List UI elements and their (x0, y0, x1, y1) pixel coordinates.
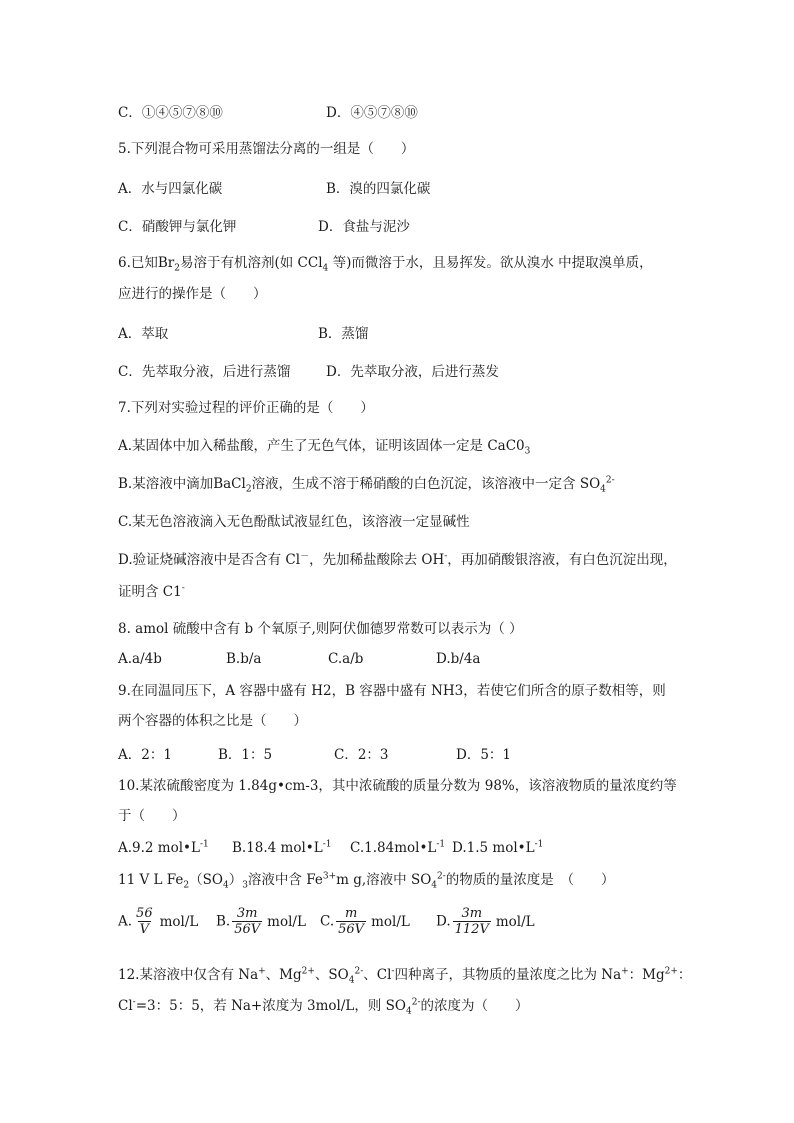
q5-option-d: D．食盐与泥沙 (318, 219, 410, 235)
q8-option-d: D.b/4a (436, 651, 481, 667)
q11-option-a: A. $\frac{56}{V}$ mol/L (118, 906, 199, 937)
q8-option-a: A.a/4b (118, 651, 162, 667)
q11-option-d: D. $\frac{3m}{112V}$ mol/L (436, 906, 535, 937)
q10-option-d: D.1.5 $mol•L^{-1}$ (452, 839, 544, 856)
q10-stem: 10.某浓硫酸密度为 1.84g•cm-3，其中浓硫酸的质量分数为 98%，该溶液物质的量浓度约等 (118, 778, 677, 794)
q10-option-a: A.9.2 $mol•L^{-1}$ (118, 839, 209, 856)
q4-option-c: C．①④⑤⑦⑧⑩ (118, 105, 223, 121)
q7-option-c: C.某无色溶液滴入无色酚酞试液显红色，该溶液一定显碱性 (118, 514, 470, 530)
q10-option-b: B.18.4 $mol•L^{-1}$ (232, 839, 332, 856)
q6-option-b: B．蒸馏 (318, 326, 369, 342)
q8-stem: 8. amol 硫酸中含有 b 个氧原子,则阿伏伽德罗常数可以表示为（ ） (118, 621, 523, 637)
q6-option-d: D．先萃取分液，后进行蒸发 (326, 364, 499, 380)
q11-stem: 11 V L $Fe_2(SO_4)_3$溶液中含 $Fe^{3+}m$ g,溶液中 $SO_4^{2-}$的物质的量浓度是 （ ） (118, 871, 615, 891)
q6-stem-line2: 应进行的操作是（ ） (118, 286, 267, 302)
q9-option-b: B．1：5 (218, 747, 273, 763)
q9-option-d: D．5：1 (456, 747, 512, 763)
fraction: $\frac{m}{56V}$ (338, 906, 365, 937)
q11-option-c: C. $\frac{m}{56V}$ mol/L (320, 906, 410, 937)
q7-option-d-line2: 证明含 C1- (118, 583, 185, 600)
q10-option-c: $C.1.84mol•L^{-1}$ (350, 839, 446, 856)
q9-option-c: C．2：3 (334, 747, 389, 763)
q7-stem: 7.下列对实验过程的评价正确的是（ ） (118, 400, 374, 416)
q12-stem-line2: Cl-=3：5：5，若 Na+浓度为 3mol/L，则 $SO_4^{2-}$的浓度为（ ） (118, 997, 529, 1017)
q12-stem: 12.某溶液中仅含有 Na+、$Mg^{2+}$、$SO_4^{2-}$、Cl-四种离子，其物质的量浓度之比为 Na+：$Mg^{2+}$： (118, 966, 692, 986)
q5-option-c: C．硝酸钾与氯化钾 (118, 219, 237, 235)
q6-option-c: C．先萃取分液，后进行蒸馏 (118, 364, 291, 380)
q11-option-b: B. $\frac{3m}{56V}$ mol/L (216, 906, 306, 937)
q8-option-c: C.a/b (328, 651, 364, 667)
q6-option-a: A．萃取 (118, 326, 169, 342)
q9-stem-line2: 两个容器的体积之比是（ ） (118, 713, 307, 729)
q10-stem-line2: 于（ ） (118, 808, 186, 824)
q9-stem: 9.在同温同压下，A 容器中盛有 H2，B 容器中盛有 NH3，若使它们所含的原子数相等，则 (118, 683, 666, 699)
q5-stem: 5.下列混合物可采用蒸馏法分离的一组是（ ） (118, 141, 415, 157)
q4-option-d: D．④⑤⑦⑧⑩ (326, 105, 418, 121)
q9-option-a: A．2：1 (118, 747, 172, 763)
fraction: $\frac{3m}{56V}$ (234, 906, 261, 937)
q5-option-b: B．溴的四氯化碳 (326, 181, 431, 197)
q5-option-a: A．水与四氯化碳 (118, 181, 223, 197)
fraction: $\frac{56}{V}$ (136, 906, 153, 937)
q7-option-d: D.验证烧碱溶液中是否含有 Cl－，先加稀盐酸除去 OH-，再加硝酸银溶液，有白色沉淀出现， (118, 551, 677, 568)
q7-option-b: B.某溶液中滴加BaCl$_2$溶液，生成不溶于稀硝酸的白色沉淀，该溶液中一定含 $SO_4^{2-}$ (118, 475, 615, 495)
q8-option-b: B.b/a (226, 651, 262, 667)
fraction: $\frac{3m}{112V}$ (454, 906, 489, 937)
q6-stem: 6.已知$Br_2$易溶于有机溶剂(如 CCl$_4$ 等)而微溶于水，且易挥发。欲从溴水 中提取溴单质， (118, 255, 653, 274)
q7-option-a: A.某固体中加入稀盐酸，产生了无色气体，证明该固体一定是 $CaC0_3$ (118, 438, 531, 457)
